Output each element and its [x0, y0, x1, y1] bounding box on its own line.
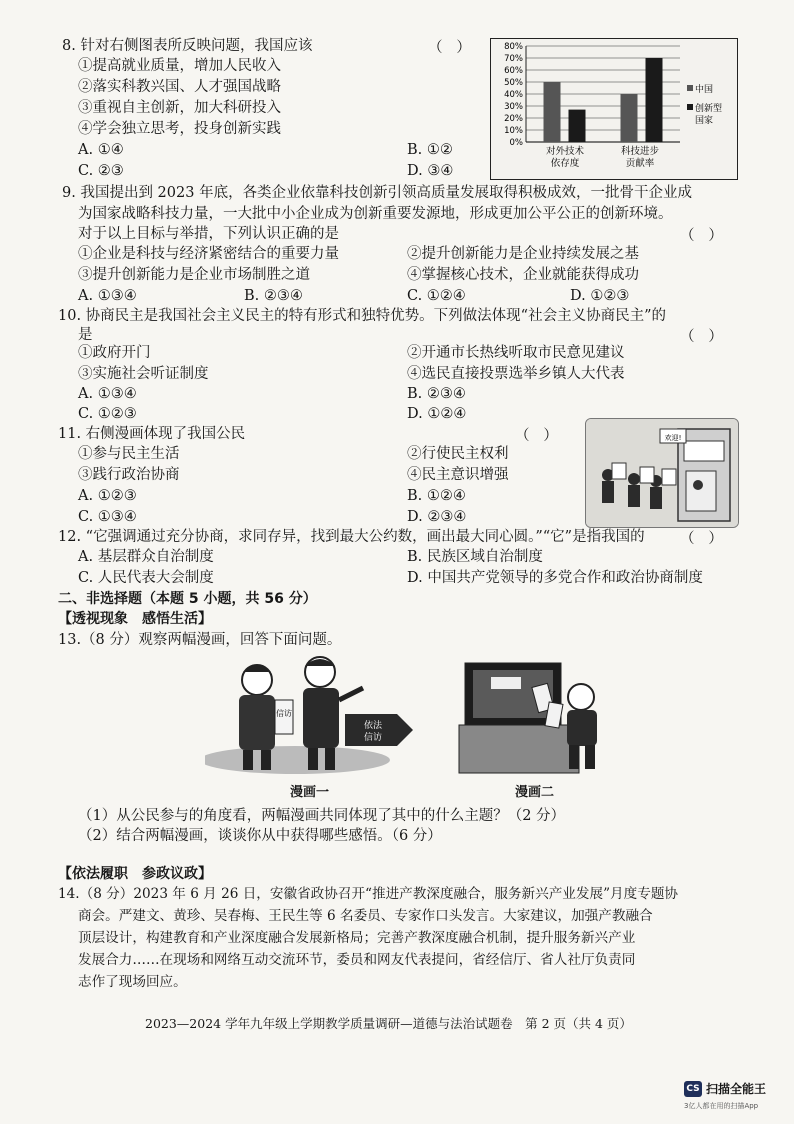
- q13-caption-2: 漫画二: [515, 785, 555, 800]
- q13-comic-1-illustration: [205, 650, 415, 778]
- q10-stem-1: 10. 协商民主是我国社会主义民主的特有形式和独特优势。下列做法体现“社会主义协商民主”的: [58, 308, 666, 324]
- q8-choice-a: A. ①④: [78, 142, 124, 158]
- q14-line-3: 顶层设计，构建教育和产业深度融合发展新格局；完善产教深度融合机制，提升服务新兴产业: [78, 930, 636, 946]
- q9-choice-d: D. ①②③: [570, 288, 630, 304]
- page-footer: 2023—2024 学年九年级上学期教学质量调研—道德与法治试题卷 第 2 页（共 4 页）: [145, 1016, 632, 1031]
- y-tick-label: 10%: [504, 126, 523, 136]
- q9-option-4: ④掌握核心技术，企业就能获得成功: [407, 267, 639, 283]
- camscanner-logo-icon: CS: [684, 1081, 702, 1097]
- q14-line-2: 商会。严建文、黄珍、吴春梅、王民生等 6 名委员、专家作口头发言。大家建议，加强产教融合: [78, 908, 653, 924]
- q13-caption-1: 漫画一: [290, 785, 330, 800]
- q11-answer-paren: （ ）: [515, 428, 558, 444]
- q13-stem: 13.（8 分）观察两幅漫画，回答下面问题。: [58, 632, 342, 648]
- q9-option-3: ③提升创新能力是企业市场制胜之道: [78, 267, 310, 283]
- q13-comic-2-illustration: [455, 655, 620, 780]
- y-tick-label: 70%: [504, 54, 523, 64]
- q9-stem-3: 对于以上目标与举措，下列认识正确的是: [78, 226, 339, 242]
- q11-choice-b: B. ①②④: [407, 488, 466, 504]
- section-heading-1: 【透视现象 感悟生活】: [58, 611, 212, 627]
- q9-choice-b: B. ②③④: [244, 288, 303, 304]
- y-tick-label: 20%: [504, 114, 523, 124]
- y-tick-label: 60%: [504, 66, 523, 76]
- q11-choice-d: D. ②③④: [407, 509, 467, 525]
- q9-answer-paren: （ ）: [680, 228, 723, 244]
- q13-comic-1-paper: 信访: [276, 709, 292, 718]
- q8-option-1: ①提高就业质量，增加人民收入: [78, 58, 281, 74]
- q11-choice-c: C. ①③④: [78, 509, 137, 525]
- bar-2-series-1: [621, 94, 638, 142]
- q10-stem-2: 是: [78, 327, 93, 343]
- q10-option-3: ③实施社会听证制度: [78, 366, 209, 382]
- x-label-cat1-line1: 对外技术: [545, 146, 585, 157]
- q13-sub-question-2: （2）结合两幅漫画，谈谈你从中获得哪些感悟。（6 分）: [78, 828, 442, 844]
- q9-choice-c: C. ①②④: [407, 288, 466, 304]
- bar-1-series-1: [544, 82, 561, 142]
- q8-option-3: ③重视自主创新，加大科研投入: [78, 100, 281, 116]
- legend-swatch-china: [687, 85, 693, 91]
- legend-label-innovative-line1: 创新型: [695, 104, 723, 114]
- q8-choice-c: C. ②③: [78, 163, 124, 179]
- q8-stem: 8. 针对右侧图表所反映问题，我国应该: [62, 38, 313, 54]
- legend-label-innovative-line2: 国家: [695, 116, 714, 126]
- q8-answer-paren: （ ）: [428, 40, 471, 56]
- q8-option-4: ④学会独立思考，投身创新实践: [78, 121, 281, 137]
- x-label-cat2-line2: 贡献率: [625, 158, 655, 169]
- y-tick-label: 50%: [504, 78, 523, 88]
- q10-answer-paren: （ ）: [680, 329, 723, 345]
- q14-line-4: 发展合力……在现场和网络互动交流环节，委员和网友代表提问，省经信厅、省人社厅负责同: [78, 952, 636, 968]
- q10-option-4: ④选民直接投票选举乡镇人大代表: [407, 366, 625, 382]
- q9-choice-a: A. ①③④: [78, 288, 137, 304]
- q9-stem-1: 9. 我国提出到 2023 年底，各类企业依靠科技创新引领高质量发展取得积极成效，一批骨干企业成: [62, 185, 693, 201]
- q10-choice-b: B. ②③④: [407, 386, 466, 402]
- q8-option-2: ②落实科教兴国、人才强国战略: [78, 79, 281, 95]
- q11-option-3: ③践行政治协商: [78, 467, 180, 483]
- y-tick-label: 80%: [504, 42, 523, 52]
- q8-choice-b: B. ①②: [407, 142, 453, 158]
- q10-option-2: ②开通市长热线听取市民意见建议: [407, 345, 625, 361]
- bar-2-series-2: [646, 58, 663, 142]
- q13-comic-2: [455, 655, 620, 780]
- watermark-brand: 扫描全能王: [706, 1082, 767, 1096]
- q10-option-1: ①政府开门: [78, 345, 151, 361]
- q9-option-1: ①企业是科技与经济紧密结合的重要力量: [78, 246, 339, 262]
- q10-choice-c: C. ①②③: [78, 406, 137, 422]
- legend-label-china: 中国: [695, 85, 714, 95]
- q8-bar-chart: [490, 38, 738, 180]
- q12-stem: 12. “它强调通过充分协商，求同存异，找到最大公约数，画出最大同心圆。”“它”是指我国的: [58, 529, 645, 545]
- q13-comic-1-sign-line1: 依法: [363, 721, 383, 731]
- y-tick-label: 30%: [504, 102, 523, 112]
- q12-choice-d: D. 中国共产党领导的多党合作和政治协商制度: [407, 570, 703, 586]
- q13-comic-1-sign-line2: 信访: [363, 733, 383, 743]
- q8-choice-d: D. ③④: [407, 163, 454, 179]
- q12-choice-a: A. 基层群众自治制度: [78, 549, 214, 565]
- q9-stem-2: 为国家战略科技力量，一大批中小企业成为创新重要发源地，形成更加公平公正的创新环境。: [78, 206, 673, 222]
- q11-option-4: ④民主意识增强: [407, 467, 509, 483]
- y-tick-label: 0%: [509, 138, 523, 148]
- q10-choice-d: D. ①②④: [407, 406, 467, 422]
- q11-choice-a: A. ①②③: [78, 488, 137, 504]
- q11-option-1: ①参与民主生活: [78, 446, 180, 462]
- section-heading-2: 【依法履职 参政议政】: [58, 866, 212, 882]
- q13-comic-1: [205, 650, 415, 778]
- x-label-cat2-line1: 科技进步: [620, 146, 660, 157]
- q13-sub-question-1: （1）从公民参与的角度看，两幅漫画共同体现了其中的什么主题？（2 分）: [78, 808, 566, 824]
- legend-swatch-innovative: [687, 104, 693, 110]
- y-tick-label: 40%: [504, 90, 523, 100]
- q11-stem: 11. 右侧漫画体现了我国公民: [58, 426, 246, 442]
- q11-comic: [585, 418, 739, 528]
- q12-choice-c: C. 人民代表大会制度: [78, 570, 214, 586]
- q10-choice-a: A. ①③④: [78, 386, 137, 402]
- q9-option-2: ②提升创新能力是企业持续发展之基: [407, 246, 639, 262]
- q14-line-1: 14.（8 分）2023 年 6 月 26 日，安徽省政协召开“推进产教深度融合，服务新兴产业发展”月度专题协: [58, 886, 679, 902]
- q12-choice-b: B. 民族区域自治制度: [407, 549, 543, 565]
- bar-1-series-2: [569, 110, 586, 142]
- q11-comic-sign: 欢迎!: [664, 434, 682, 442]
- part2-title: 二、非选择题（本题 5 小题，共 56 分）: [58, 591, 317, 607]
- q11-option-2: ②行使民主权利: [407, 446, 509, 462]
- q14-line-5: 志作了现场回应。: [78, 974, 187, 990]
- q11-comic-illustration: [586, 419, 738, 527]
- q12-answer-paren: （ ）: [680, 531, 723, 547]
- x-label-cat1-line2: 依存度: [550, 158, 580, 169]
- watermark-tagline: 3亿人都在用的扫描App: [684, 1102, 759, 1110]
